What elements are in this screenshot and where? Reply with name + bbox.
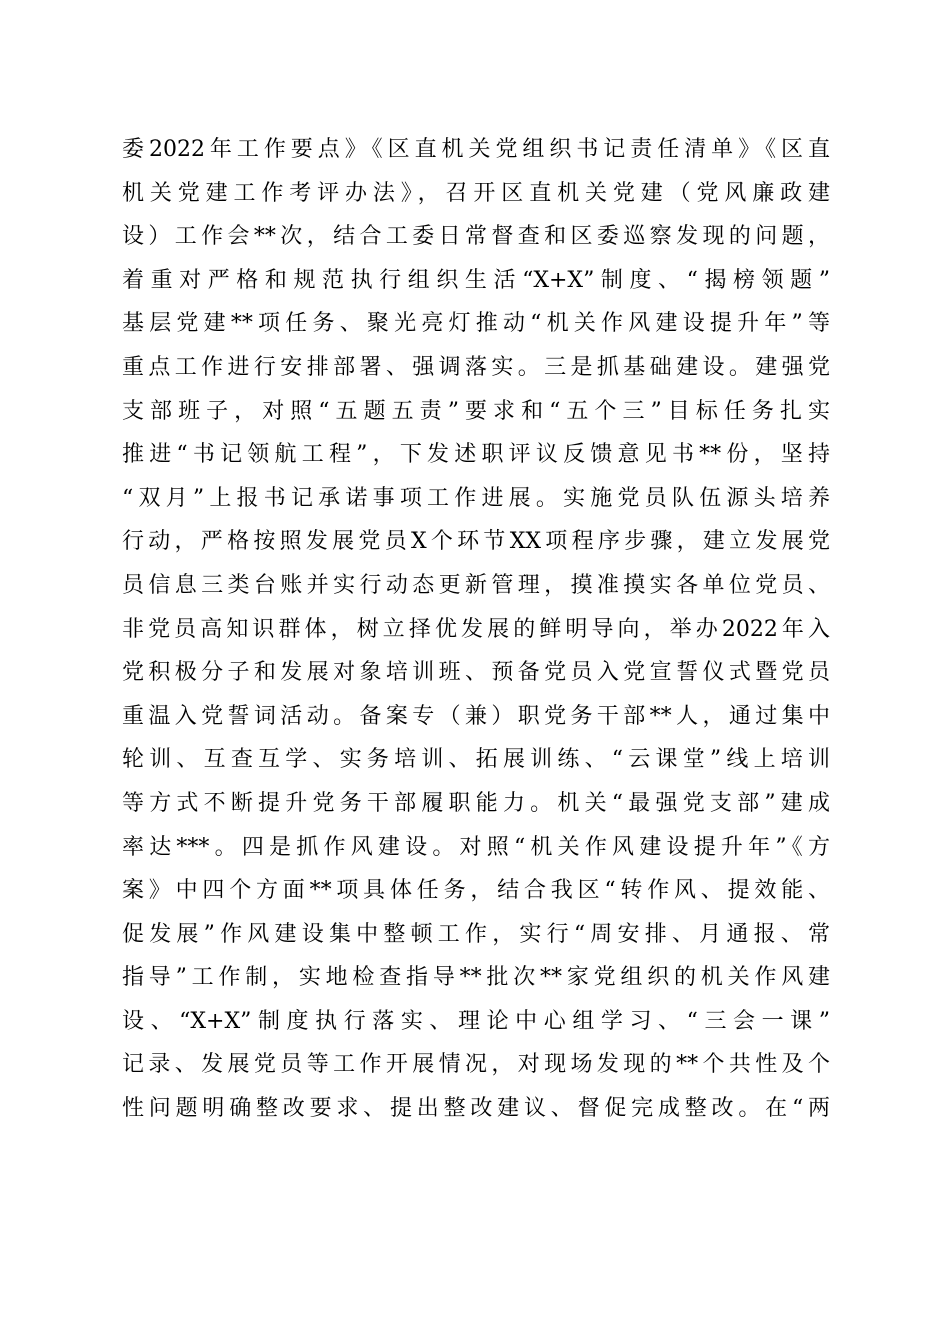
text-line: 员信息三类台账并实行动态更新管理，摸准摸实各单位党员、	[122, 572, 830, 598]
text-line: “双月”上报书记承诺事项工作进展。实施党员队伍源头培养	[122, 485, 830, 511]
text-line: 指导”工作制，实地检查指导**批次**家党组织的机关作风建	[122, 965, 830, 991]
text-line: 党积极分子和发展对象培训班、预备党员入党宣誓仪式暨党员	[122, 660, 830, 686]
text-line: 基层党建**项任务、聚光亮灯推动“机关作风建设提升年”等	[122, 311, 830, 337]
text-line: 记录、发展党员等工作开展情况，对现场发现的**个共性及个	[122, 1052, 830, 1078]
text-line: 机关党建工作考评办法》，召开区直机关党建（党风廉政建	[122, 180, 830, 206]
text-line: 轮训、互查互学、实务培训、拓展训练、“云课堂”线上培训	[122, 747, 830, 773]
text-line: 设、“X+X”制度执行落实、理论中心组学习、“三会一课”	[122, 1008, 830, 1034]
text-line: 着重对严格和规范执行组织生活“X+X”制度、“揭榜领题”	[122, 267, 830, 293]
text-line: 促发展”作风建设集中整顿工作，实行“周安排、月通报、常	[122, 921, 830, 947]
text-line: 性问题明确整改要求、提出整改建议、督促完成整改。在“两	[122, 1096, 830, 1122]
text-line: 委2022年工作要点》《区直机关党组织书记责任清单》《区直	[122, 137, 830, 162]
text-line: 等方式不断提升党务干部履职能力。机关“最强党支部”建成	[122, 790, 830, 816]
text-line: 重温入党誓词活动。备案专（兼）职党务干部**人，通过集中	[122, 703, 830, 729]
text-line: 推进“书记领航工程”，下发述职评议反馈意见书**份，坚持	[122, 442, 830, 468]
text-line: 行动，严格按照发展党员X个环节XX项程序步骤，建立发展党	[122, 529, 830, 555]
text-line: 率达***。四是抓作风建设。对照“机关作风建设提升年”《方	[122, 834, 830, 860]
text-line: 案》中四个方面**项具体任务，结合我区“转作风、提效能、	[122, 878, 830, 904]
text-line: 非党员高知识群体，树立择优发展的鲜明导向，举办2022年入	[122, 616, 830, 642]
body-text	[122, 128, 830, 1131]
text-line: 支部班子，对照“五题五责”要求和“五个三”目标任务扎实	[122, 398, 830, 424]
text-line: 重点工作进行安排部署、强调落实。三是抓基础建设。建强党	[122, 354, 830, 380]
text-line: 设）工作会**次，结合工委日常督查和区委巡察发现的问题，	[122, 224, 830, 250]
